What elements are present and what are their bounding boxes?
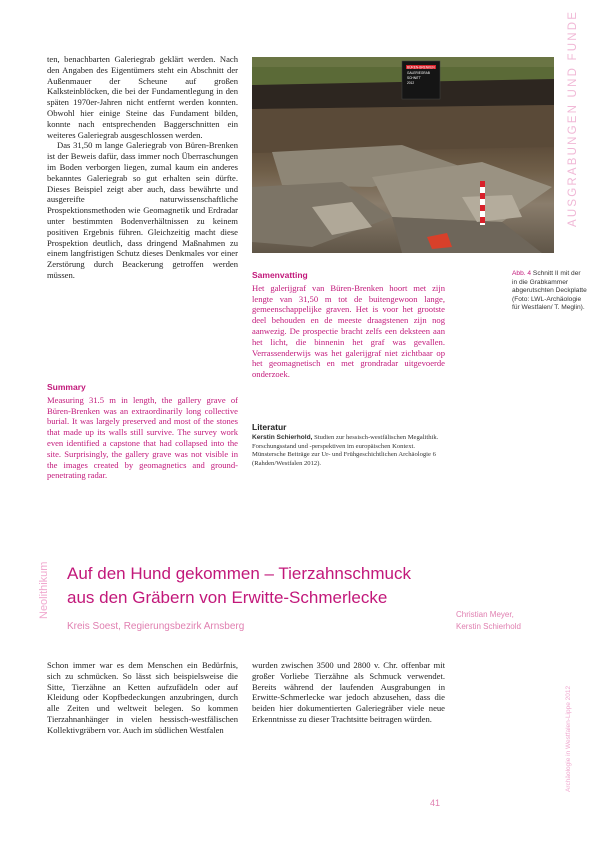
summary-text: Measuring 31.5 m in length, the gallery grave of Büren-Brenken was an extraordinarily long collective burial. It was largely preserved and most of the stones that made up its walls still survive. The survey work even identified a capstone that had collapsed into the site. Surprisingly, the gallery grave was not visible in the images created by geomagnetics and ground-penetrating radar. [47,394,238,481]
samenvatting-heading: Samenvatting [252,270,308,280]
literatur-heading: Literatur [252,422,287,432]
section-label: Neolithikum [38,562,50,620]
caption-text: Schnitt II mit der in die Grabkammer abgerutschten Deckplatte (Foto: LWL-Archäologie für Westfalen/ T. Meglin). [512,270,587,312]
samenvatting-block [252,270,445,380]
figure-number: Abb. 4 [512,270,532,277]
article-column-2 [252,660,445,725]
page-number: 41 [430,798,441,808]
journal-name: Archäologie in Westfalen-Lippe 2012 [565,686,572,793]
literatur-author: Kerstin Schierhold, [252,434,313,441]
samenvatting-text: Het galerijgraf van Büren-Brenken hoort met zijn lengte van 31,50 m tot de buitengewoon lange, gemeenschappelijke graven. Het is voor het grootste deel behouden en de meeste draagstenen zijn nog aanwezig. De prospectie bracht zelfs een deksteen aan het licht, die binnenin het graf was gevallen. Verrassenderwijs was het galerijgraf niet zichtbaar op het geomagnetisch en met grondradar uitgevoerde onderzoek. [252,282,445,380]
author-name: Christian Meyer, [456,610,514,619]
article-subtitle: Kreis Soest, Regierungsbezirk Arnsberg [67,621,245,632]
article-title-line: Auf den Hund gekommen – Tierzahnschmuck [67,564,411,583]
literatur-block [252,422,445,469]
figure-caption [512,270,587,313]
body-paragraph: ten, benachbarten Galeriegrab geklärt werden. Nach den Angaben des Eigentümers steht ein Abschnitt der Außenmauer der Scheune auf großen Kalksteinblöcken, die bei der Fundamentlegung in den späten 1970er-Jahren nicht entfernt werden konnten. Obwohl hier einige Steine das Fundament bilden, konnte nach entsprechenden Baggerschnitten ein weiteres Galeriegrab ausgeschlossen werden. [47,54,238,140]
summary-block [47,382,238,481]
body-column-1 [47,54,238,281]
photo-label-line: GALERIEGRAB [407,71,430,75]
article-paragraph: Schon immer war es dem Menschen ein Bedürfnis, sich zu schmücken. So lässt sich beispielsweise die Sitte, Tierzähne an Ketten aufzufädeln oder auf Kleidung oder Kopfbedeckungen anzubringen, durch alle Zeiten und weltweit belegen. So kommen Tierzahnanhänger in vielen hessisch-westfälischen Kollektivgräbern vor. Auch im südlichen Westfalen [47,660,238,735]
side-section-header: AUSGRABUNGEN UND FUNDE [567,10,579,228]
photo-label-line: 2012 [407,81,415,85]
article-title [67,562,487,610]
article-column-1 [47,660,238,736]
author-name: Kerstin Schierhold [456,621,521,631]
article-paragraph: wurden zwischen 3500 und 2800 v. Chr. offenbar mit großer Vorliebe Tierzähne als Schmuck verwendet. Bereits während der laufenden Ausgrabungen in Erwitte-Schmerlecke war jedoch abzusehen, dass die beiden hier dokumentierten Galeriegräber viele neue Erkenntnisse zu dieser Trachtsitte beitragen würden. [252,660,445,724]
literatur-text: Studien zur hessisch-westfälischen Megalithik. Forschungsstand und -perspektiven im europäischen Kontext. Münstersche Beiträge zur Ur- und Frühgeschichtlichen Archäologie 6 (Rahden/Westfalen 2012). [252,434,439,468]
body-paragraph: Das 31,50 m lange Galeriegrab von Büren-Brenken ist der Beweis dafür, dass immer noch Überraschungen im Boden verborgen liegen, zumal kaum ein anderes bekanntes Galeriegrab so gut erhalten sein dürfte. Dieses Beispiel zeigt aber auch, dass bewährte und ausgereifte naturwissenschaftliche Prospektionsmethoden wie Geomagnetik und Erdradar unter bestimmten Bodenverhältnissen zu keinem positiven Ergebnis führen. Gleichzeitig macht diese Prospektion deutlich, dass dringend Maßnahmen zu einem langfristigen Schutz dieses Denkmales vor einer Zerstörung durch Beackerung getroffen werden müssen. [47,140,238,280]
article-title-line: aus den Gräbern von Erwitte-Schmerlecke [67,588,388,607]
article-authors [456,609,566,632]
excavation-photo [252,57,554,253]
photo-label-line: SCHNITT [407,76,421,80]
summary-heading: Summary [47,382,86,392]
literatur-entry [252,434,445,469]
photo-label-line: BÜREN-BRENKEN [407,65,435,70]
excavation-photo-drawing [252,57,554,253]
